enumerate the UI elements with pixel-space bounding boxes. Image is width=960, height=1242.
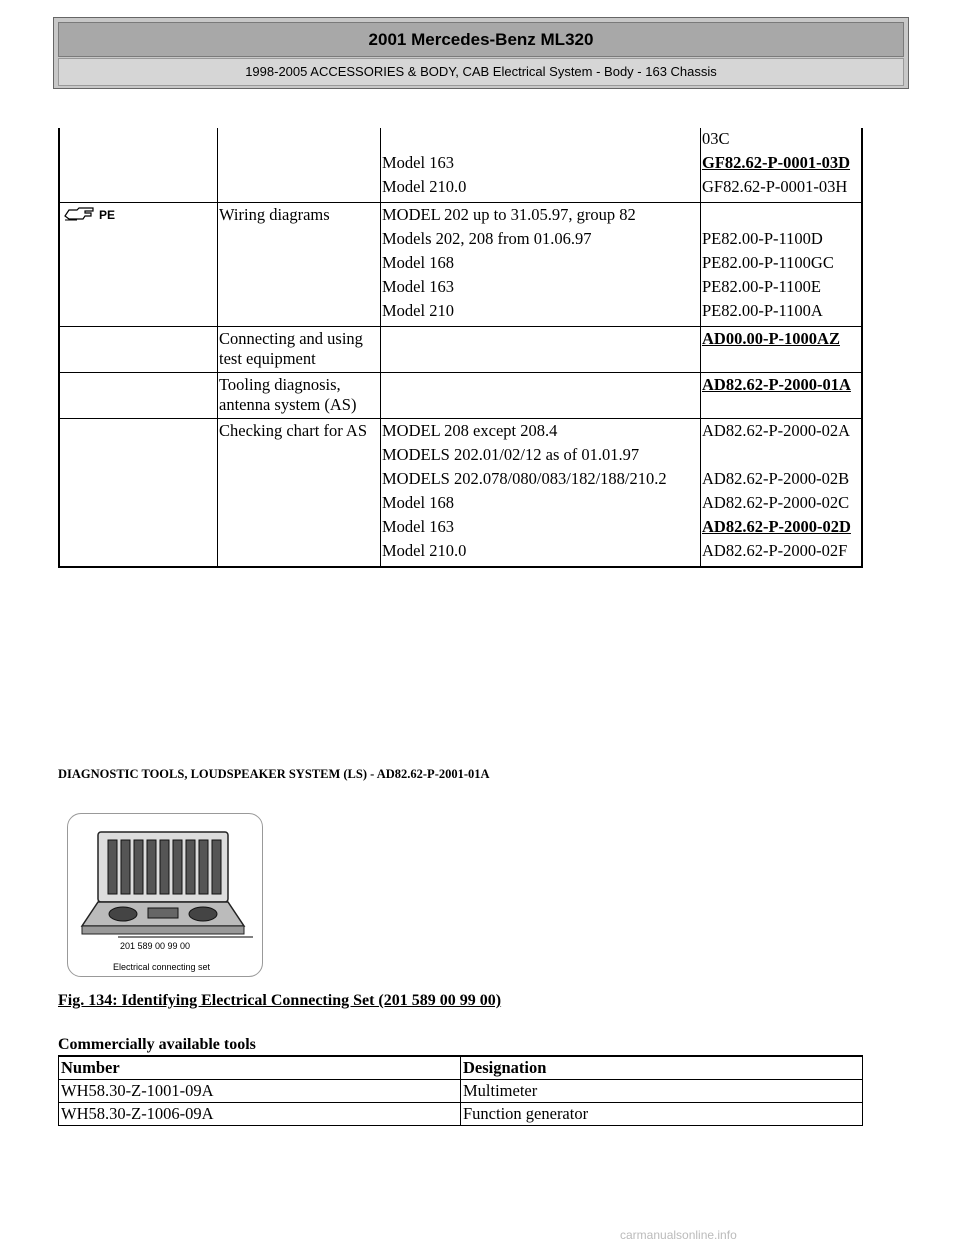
table-cell	[218, 128, 381, 203]
table-cell	[381, 373, 701, 419]
table-cell: Model 168	[381, 491, 701, 515]
table-cell: AD82.62-P-2000-02A	[701, 419, 863, 444]
page-subtitle: 1998-2005 ACCESSORIES & BODY, CAB Electrical System - Body - 163 Chassis	[58, 58, 904, 86]
table-cell	[381, 327, 701, 373]
table-cell	[701, 203, 863, 228]
table-cell: PE82.00-P-1100GC	[701, 251, 863, 275]
table-cell: PE82.00-P-1100E	[701, 275, 863, 299]
section-heading: DIAGNOSTIC TOOLS, LOUDSPEAKER SYSTEM (LS) - AD82.62-P-2001-01A	[58, 767, 490, 781]
table-cell	[701, 443, 863, 467]
table-cell: WH58.30-Z-1001-09A	[59, 1080, 461, 1103]
column-header: Designation	[461, 1056, 863, 1080]
table-cell	[59, 419, 218, 568]
svg-text:PE: PE	[99, 208, 116, 222]
table-cell	[59, 128, 218, 203]
table-cell: AD82.62-P-2000-02B	[701, 467, 863, 491]
table-cell: Model 163	[381, 151, 701, 175]
table-cell: AD82.62-P-2000-02C	[701, 491, 863, 515]
svg-text:Electrical connecting set: Electrical connecting set	[113, 962, 211, 972]
table-cell: MODELS 202.078/080/083/182/188/210.2	[381, 467, 701, 491]
table-cell: Multimeter	[461, 1080, 863, 1103]
table-cell: Models 202, 208 from 01.06.97	[381, 227, 701, 251]
table-cell	[701, 515, 863, 539]
page-header	[53, 17, 909, 89]
column-header: Number	[59, 1056, 461, 1080]
table-cell: GF82.62-P-0001-03H	[701, 175, 863, 203]
page-title: 2001 Mercedes-Benz ML320	[58, 22, 904, 57]
table-cell: PE82.00-P-1100A	[701, 299, 863, 327]
table-cell: Model 163	[381, 515, 701, 539]
table-cell	[701, 327, 863, 373]
table-cell: MODEL 202 up to 31.05.97, group 82	[381, 203, 701, 228]
reference-link[interactable]: AD00.00-P-1000AZ	[702, 329, 840, 348]
tools-table	[58, 1055, 863, 1126]
table-cell: AD82.62-P-2000-02F	[701, 539, 863, 567]
table-cell: Model 210.0	[381, 175, 701, 203]
table-cell: Wiring diagrams	[218, 203, 381, 327]
reference-table	[58, 128, 863, 568]
table-cell: WH58.30-Z-1006-09A	[59, 1103, 461, 1126]
table-cell	[701, 373, 863, 419]
table-cell: Tooling diagnosis, antenna system (AS)	[218, 373, 381, 419]
table-cell: MODELS 202.01/02/12 as of 01.01.97	[381, 443, 701, 467]
table-cell: Connecting and using test equipment	[218, 327, 381, 373]
reference-link[interactable]: AD82.62-P-2000-01A	[702, 375, 851, 394]
reference-link[interactable]: GF82.62-P-0001-03D	[702, 153, 851, 172]
figure-image	[67, 813, 263, 977]
reference-link[interactable]: AD82.62-P-2000-02D	[702, 517, 851, 536]
table-cell: Model 210.0	[381, 539, 701, 567]
watermark: carmanualsonline.info	[620, 1228, 737, 1242]
table-cell	[701, 151, 863, 175]
table-cell	[59, 373, 218, 419]
table-cell: Model 168	[381, 251, 701, 275]
table-cell: MODEL 208 except 208.4	[381, 419, 701, 444]
pointing-hand-icon	[63, 206, 125, 227]
table-cell: Function generator	[461, 1103, 863, 1126]
table-cell: PE82.00-P-1100D	[701, 227, 863, 251]
table-cell: Checking chart for AS	[218, 419, 381, 568]
table-cell	[59, 327, 218, 373]
table-cell	[381, 128, 701, 151]
table-cell: Model 163	[381, 275, 701, 299]
svg-text:201 589 00 99 00: 201 589 00 99 00	[120, 941, 191, 951]
table-cell	[59, 203, 218, 327]
electrical-connecting-set-illustration	[68, 814, 262, 976]
tools-heading: Commercially available tools	[58, 1036, 256, 1053]
table-cell: 03C	[701, 128, 863, 151]
table-cell: Model 210	[381, 299, 701, 327]
figure-caption[interactable]: Fig. 134: Identifying Electrical Connecting Set (201 589 00 99 00)	[58, 992, 502, 1009]
